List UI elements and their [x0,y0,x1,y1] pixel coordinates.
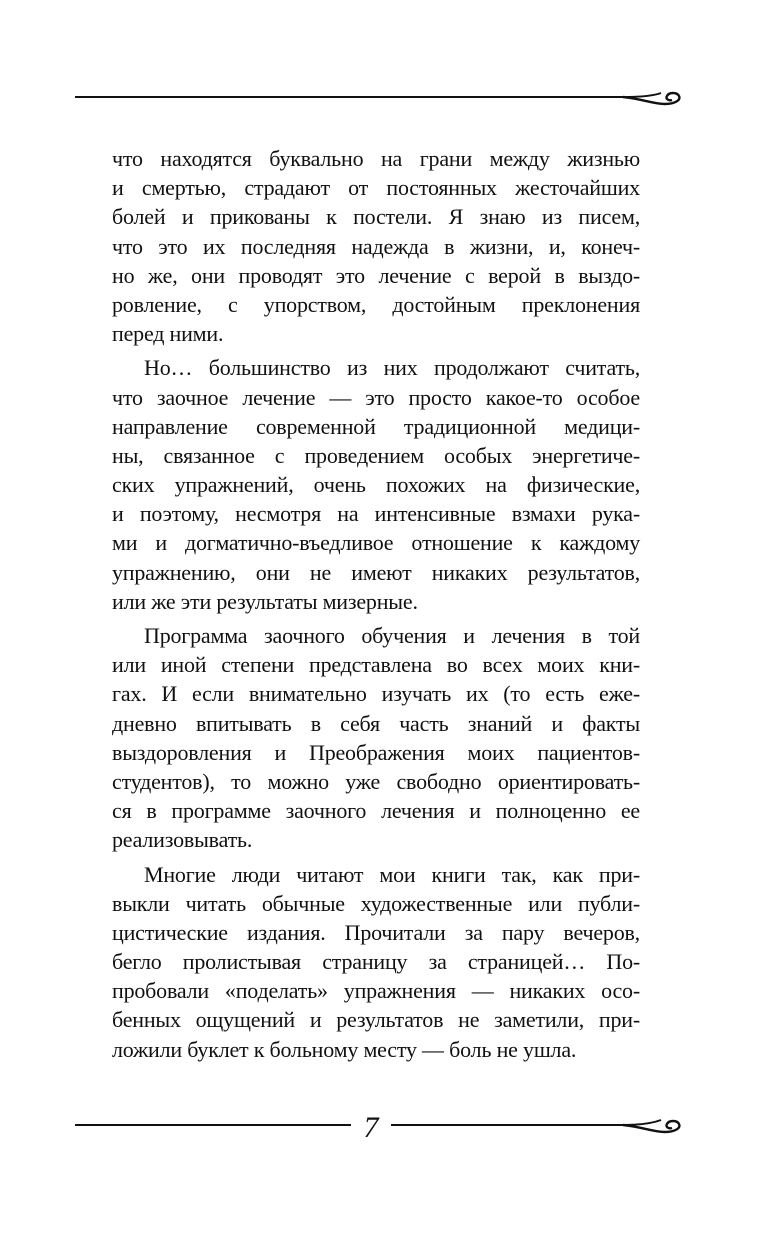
text-line: гах. И если внимательно изучать их (то есть еже- [112,681,640,707]
text-line: Многие люди читают мои книги так, как при- [144,861,640,887]
text-line: дневно впитывать в себя часть знаний и факты [112,710,640,736]
text-line: пробовали «поделать» упражнения — никаких осо- [112,978,640,1004]
text-line: болей и прикованы к постели. Я знаю из писем, [112,204,640,230]
page-footer [75,1110,685,1146]
text-line: или иной степени представлена во всех моих кни- [112,652,640,678]
text-line: бегло пролистывая страницу за страницей… По- [112,949,640,975]
text-line: что это их последняя надежда в жизни, и, конеч- [112,233,640,259]
text-line: цистические издания. Прочитали за пару вечеров, [112,919,640,945]
text-line: ских упражнений, очень похожих на физические, [112,472,640,498]
top-ornamental-rule [75,84,685,108]
text-line: и поэтому, несмотря на интенсивные взмахи рука- [112,501,640,527]
text-line: ровление, с упорством, достойным преклонения [112,291,640,317]
text-line: направление современной традиционной медици- [112,413,640,439]
text-line: ложили буклет к больному месту — боль не ушла. [112,1036,577,1062]
text-line: упражнению, они не имеют никаких результатов, [112,559,640,585]
paragraph-2 [112,353,640,616]
text-line: ми и догматично-въедливое отношение к каждому [112,530,640,556]
text-line: выздоровления и Преображения моих пациентов- [112,739,640,765]
text-line: бенных ощущений и результатов не заметили, при- [112,1007,640,1033]
text-line: Но… большинство из них продолжают считать, [144,355,640,381]
text-line: ны, связанное с проведением особых энергетиче- [112,442,640,468]
text-line: реализовывать. [112,827,253,853]
text-line: студентов), то можно уже свободно ориентировать- [112,768,640,794]
text-line: выкли читать обычные художественные или публи- [112,890,640,916]
body-text [112,144,640,1064]
text-line: или же эти результаты мизерные. [112,588,418,614]
paragraph-4 [112,860,640,1064]
text-line: ся в программе заочного лечения и полноценно ее [112,798,640,824]
text-line: перед ними. [112,321,224,347]
text-line: и смертью, страдают от постоянных жесточайших [112,175,640,201]
text-line: что находятся буквально на грани между жизнью [112,146,640,171]
text-line: но же, они проводят это лечение с верой в выздо- [112,262,640,288]
paragraph-3 [112,621,640,855]
paragraph-1 [112,144,640,348]
text-line: Программа заочного обучения и лечения в той [144,623,640,648]
page-number: 7 [363,1111,379,1144]
text-line: что заочное лечение — это просто какое-то особое [112,384,640,410]
